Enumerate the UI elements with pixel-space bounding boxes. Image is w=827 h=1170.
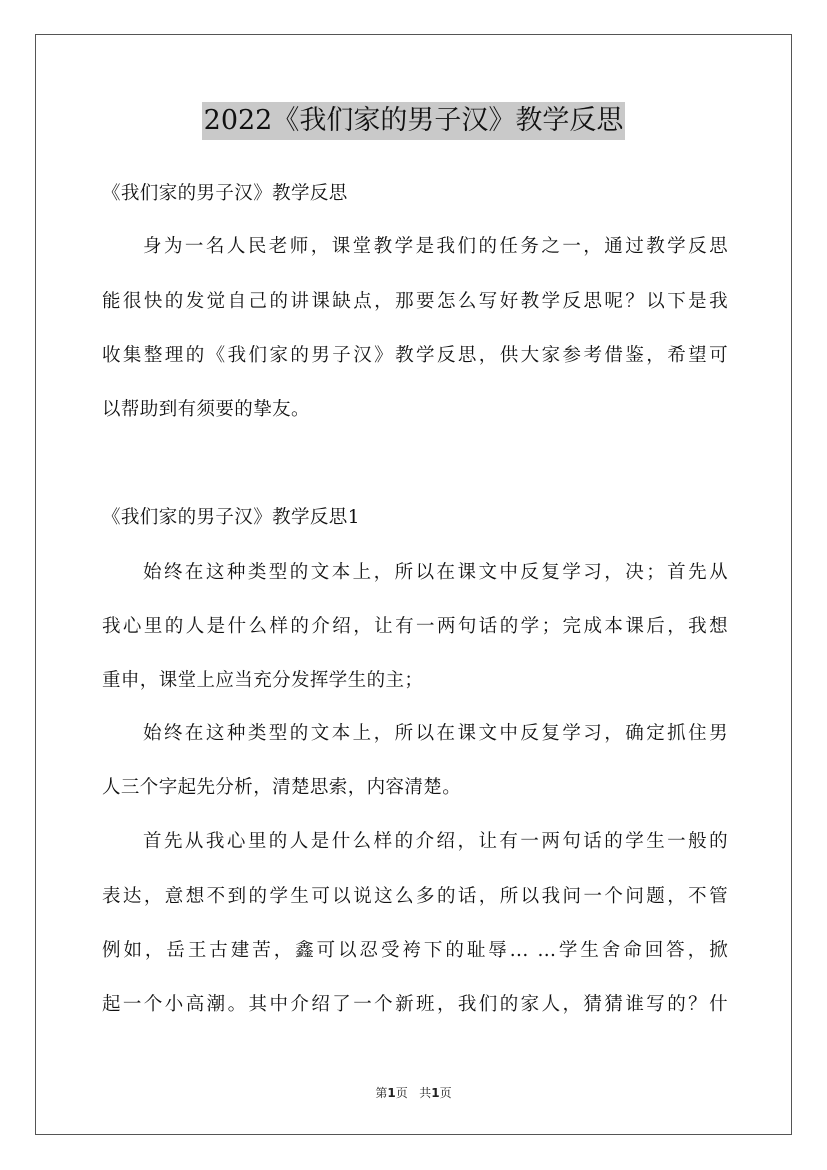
para1-line-1: 始终在这种类型的文本上，所以在课文中反复学习，决；首先从 <box>143 562 728 583</box>
para3-line-1: 首先从我心里的人是什么样的介绍，让有一两句话的学生一般的 <box>143 831 728 852</box>
para2-line-2: 人三个字起先分析，清楚思索，内容清楚。 <box>102 777 462 798</box>
footer-page-prefix: 第 <box>375 1086 388 1100</box>
intro-line-4: 以帮助到有须要的挚友。 <box>102 399 310 420</box>
para3-line-3: 例如，岳王古建苦，鑫可以忍受袴下的耻辱... ...学生舍命回答，掀 <box>102 940 728 961</box>
footer-total-suffix: 页 <box>439 1086 452 1100</box>
intro-line-2: 能很快的发觉自己的讲课缺点，那要怎么写好教学反思呢？以下是我 <box>102 291 728 312</box>
section-heading-1: 《我们家的男子汉》教学反思1 <box>102 507 360 528</box>
para3-line-2: 表达，意想不到的学生可以说这么多的话，所以我问一个问题，不管 <box>102 886 728 907</box>
document-title: 2022《我们家的男子汉》教学反思 <box>202 102 626 140</box>
title-container <box>0 102 827 140</box>
para3-line-4: 起一个小高潮。其中介绍了一个新班，我们的家人，猜猜谁写的？什 <box>102 994 728 1015</box>
intro-line-3: 收集整理的《我们家的男子汉》教学反思，供大家参考借鉴，希望可 <box>102 345 728 366</box>
para1-line-3: 重申，课堂上应当充分发挥学生的主； <box>102 670 424 691</box>
footer-page-suffix: 页 <box>395 1086 408 1100</box>
para1-line-2: 我心里的人是什么样的介绍，让有一两句话的学；完成本课后，我想 <box>102 616 728 637</box>
footer-page-total: 1 <box>431 1086 440 1100</box>
footer-total-prefix: 共 <box>419 1086 432 1100</box>
para2-line-1: 始终在这种类型的文本上，所以在课文中反复学习，确定抓住男 <box>143 723 728 744</box>
subtitle: 《我们家的男子汉》教学反思 <box>102 183 348 204</box>
page-footer <box>0 1084 827 1101</box>
intro-line-1: 身为一名人民老师，课堂教学是我们的任务之一，通过教学反思 <box>143 236 728 257</box>
footer-page-current: 1 <box>387 1086 396 1100</box>
